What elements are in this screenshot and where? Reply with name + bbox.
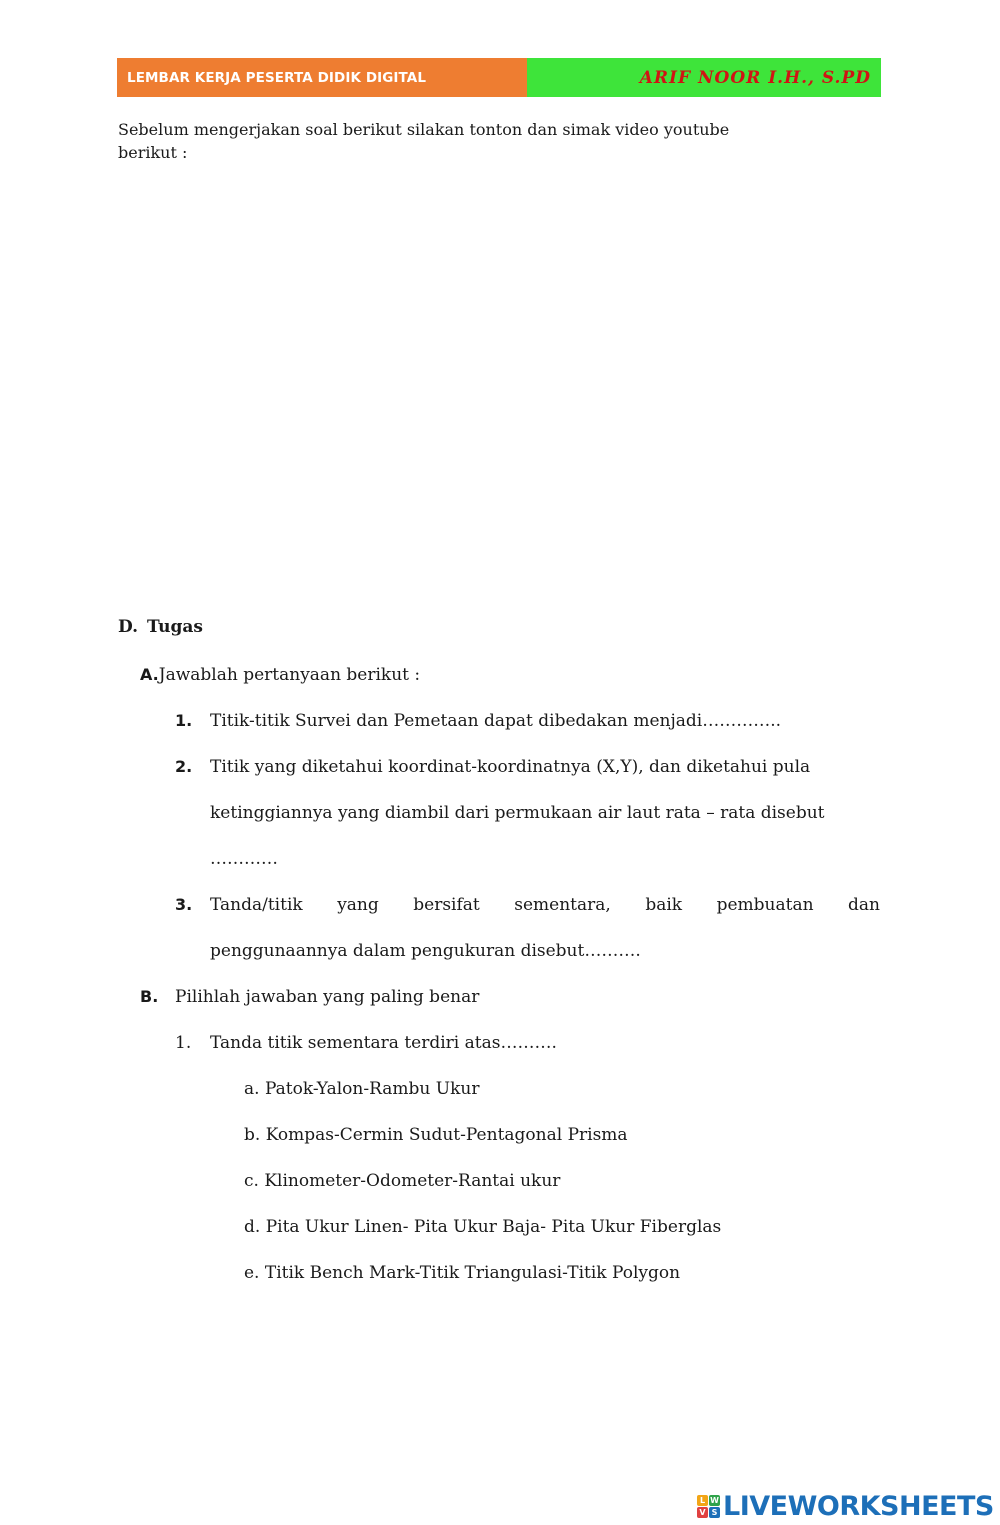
question-a2 [175, 755, 192, 779]
icon-letter: L [697, 1495, 708, 1506]
answer-option-e[interactable]: e. Titik Bench Mark-Titik Triangulasi-Titik Polygon [244, 1263, 681, 1283]
intro-text [118, 118, 818, 164]
answer-option-a[interactable]: a. Patok-Yalon-Rambu Ukur [244, 1079, 480, 1099]
icon-letter: V [697, 1507, 708, 1518]
icon-letter: S [709, 1507, 720, 1518]
answer-option-d[interactable]: d. Pita Ukur Linen- Pita Ukur Baja- Pita Ukur Fiberglas [244, 1217, 722, 1237]
liveworksheets-icon [697, 1495, 720, 1518]
word: pembuatan [716, 895, 814, 915]
section-title: Tugas [147, 617, 203, 637]
answer-option-b[interactable]: b. Kompas-Cermin Sudut-Pentagonal Prisma [244, 1125, 628, 1145]
word: yang [337, 895, 379, 915]
liveworksheets-logo [697, 1488, 994, 1524]
question-number: 3. [175, 895, 193, 914]
liveworksheets-wordmark: LIVEWORKSHEETS [723, 1490, 994, 1522]
question-a2-line-2: ketinggiannya yang diambil dari permukaan air laut rata – rata disebut [210, 803, 825, 823]
question-a1-text: Titik-titik Survei dan Pemetaan dapat dibedakan menjadi………….. [210, 711, 782, 731]
word: bersifat [413, 895, 480, 915]
section-heading [118, 617, 203, 637]
word: baik [645, 895, 683, 915]
worksheet-header [117, 58, 881, 97]
intro-line-2: berikut : [118, 143, 188, 162]
question-a3-line-1 [210, 893, 880, 917]
part-b-heading [140, 985, 479, 1009]
part-a-instruction: Jawablah pertanyaan berikut : [158, 665, 421, 685]
part-a-label: A. [140, 665, 159, 684]
answer-option-c[interactable]: c. Klinometer-Odometer-Rantai ukur [244, 1171, 561, 1191]
question-b1-number: 1. [175, 1033, 192, 1053]
header-author: ARIF NOOR I.H., S.PD [527, 58, 881, 97]
part-a-heading [140, 663, 420, 687]
question-a1 [175, 709, 192, 733]
question-a3-line-2: penggunaannya dalam pengukuran disebut………. [210, 941, 641, 961]
word: Tanda/titik [210, 895, 303, 915]
question-a2-line-3: ………… [210, 849, 278, 869]
video-embed-area[interactable] [118, 180, 882, 600]
word: sementara, [514, 895, 611, 915]
part-b-instruction: Pilihlah jawaban yang paling benar [175, 987, 480, 1007]
section-label: D. [118, 617, 139, 637]
question-b1-text: Tanda titik sementara terdiri atas………. [210, 1033, 557, 1053]
question-a2-line-1: Titik yang diketahui koordinat-koordinatnya (X,Y), dan diketahui pula [210, 757, 811, 777]
question-number: 2. [175, 757, 193, 776]
icon-letter: W [710, 1495, 719, 1505]
intro-line-1: Sebelum mengerjakan soal berikut silakan tonton dan simak video youtube [118, 120, 730, 139]
question-a3 [175, 893, 192, 917]
question-number: 1. [175, 711, 193, 730]
header-title: LEMBAR KERJA PESERTA DIDIK DIGITAL [117, 58, 527, 97]
word: dan [848, 895, 880, 915]
part-b-label: B. [140, 987, 159, 1006]
